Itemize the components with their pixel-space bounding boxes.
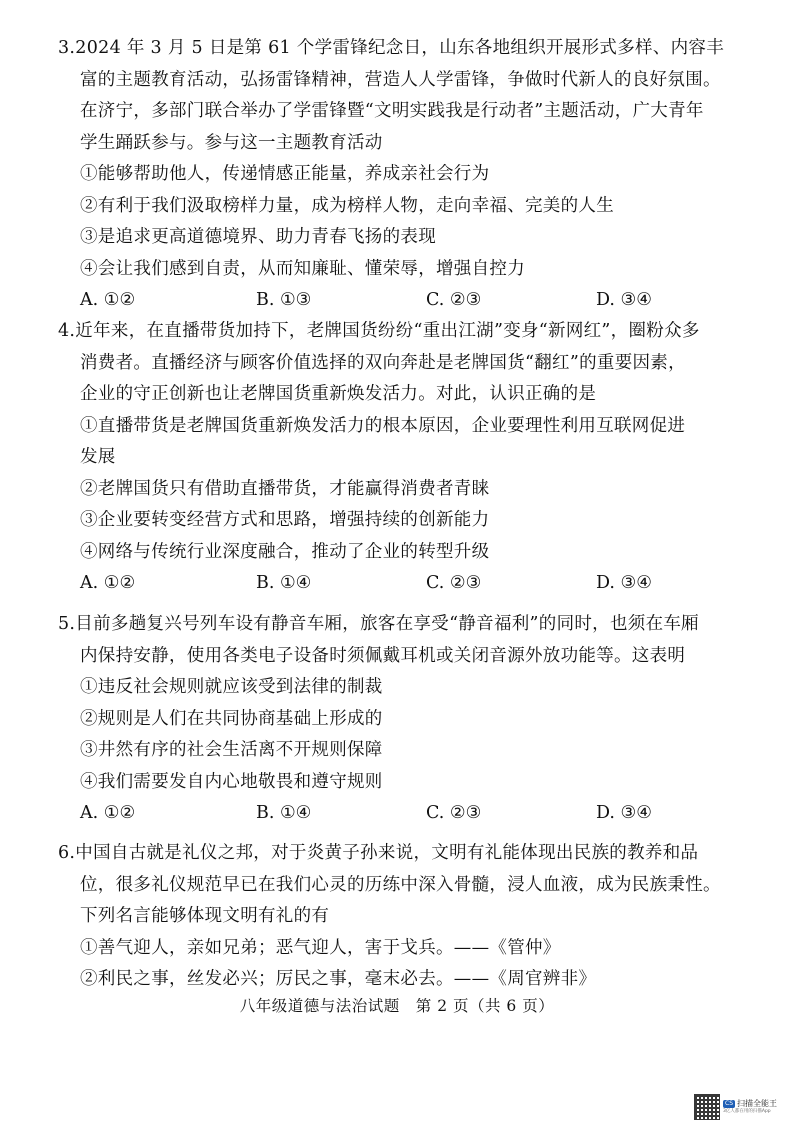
question-stem-line: 4.近年来，在直播带货加持下，老牌国货纷纷“重出江湖”变身“新网红”，圈粉众多 bbox=[58, 321, 700, 341]
question-stem-line: 学生踊跃参与。参与这一主题教育活动 bbox=[80, 132, 383, 153]
scanner-app-name: 扫描全能王 bbox=[737, 1098, 777, 1108]
statement-option: ③是追求更高道德境界、助力青春飞扬的表现 bbox=[80, 227, 436, 247]
choice-b: B. ①③ bbox=[256, 290, 312, 310]
scanner-badge bbox=[723, 1100, 777, 1115]
question-stem-line: 下列名言能够体现文明有礼的有 bbox=[80, 906, 330, 926]
answer-choices bbox=[58, 285, 738, 317]
question-stem-line: 3.2024 年 3 月 5 日是第 61 个学雷锋纪念日，山东各地组织开展形式多样、内容丰 bbox=[58, 38, 725, 58]
answer-choices bbox=[58, 568, 738, 600]
question-stem-line: 位，很多礼仪规范早已在我们心灵的历练中深入骨髓，浸人血液，成为民族秉性。 bbox=[80, 874, 721, 895]
choice-a: A. ①② bbox=[80, 803, 136, 823]
statement-option: ④我们需要发自内心地敬畏和遵守规则 bbox=[80, 771, 383, 792]
statement-option: ④会让我们感到自责，从而知廉耻、懂荣辱，增强自控力 bbox=[80, 258, 525, 279]
question-6 bbox=[58, 838, 738, 996]
statement-option: ①直播带货是老牌国货重新焕发活力的根本原因，企业要理性利用互联网促进 bbox=[80, 415, 686, 436]
statement-option: ②利民之事，丝发必兴；厉民之事，毫末必去。——《周官辨非》 bbox=[80, 969, 597, 989]
choice-a: A. ①② bbox=[80, 573, 136, 593]
choice-d: D. ③④ bbox=[596, 290, 652, 310]
statement-option: ②有利于我们汲取榜样力量，成为榜样人物，走向幸福、完美的人生 bbox=[80, 195, 614, 216]
question-5 bbox=[58, 609, 738, 830]
statement-option: ②规则是人们在共同协商基础上形成的 bbox=[80, 708, 383, 729]
statement-option: ③企业要转变经营方式和思路，增强持续的创新能力 bbox=[80, 510, 490, 530]
choice-d: D. ③④ bbox=[596, 803, 652, 823]
page-footer: 八年级道德与法治试题 第 2 页（共 6 页） bbox=[239, 997, 555, 1015]
statement-option: ④网络与传统行业深度融合，推动了企业的转型升级 bbox=[80, 541, 490, 562]
statement-option-continued: 发展 bbox=[80, 447, 116, 467]
question-stem-line: 内保持安静，使用各类电子设备时须佩戴耳机或关闭音源外放功能等。这表明 bbox=[80, 645, 686, 666]
statement-option: ①善气迎人，亲如兄弟；恶气迎人，害于戈兵。——《管仲》 bbox=[80, 937, 561, 958]
question-stem-line: 消费者。直播经济与顾客价值选择的双向奔赴是老牌国货“翻红”的重要因素， bbox=[80, 352, 686, 373]
choice-c: C. ②③ bbox=[426, 573, 482, 593]
choice-b: B. ①④ bbox=[256, 573, 312, 593]
scanner-logo-icon: CS bbox=[725, 1099, 733, 1107]
choice-c: C. ②③ bbox=[426, 803, 482, 823]
statement-option: ③井然有序的社会生活离不开规则保障 bbox=[80, 740, 383, 760]
question-4 bbox=[58, 316, 738, 600]
question-stem-line: 5.目前多趟复兴号列车设有静音车厢，旅客在享受“静音福利”的同时，也须在车厢 bbox=[58, 614, 699, 634]
statement-option: ①违反社会规则就应该受到法律的制裁 bbox=[80, 677, 383, 697]
choice-b: B. ①④ bbox=[256, 803, 312, 823]
question-3 bbox=[58, 33, 738, 317]
choice-d: D. ③④ bbox=[596, 573, 652, 593]
statement-option: ②老牌国货只有借助直播带货，才能赢得消费者青睐 bbox=[80, 478, 490, 499]
question-stem-line: 6.中国自古就是礼仪之邦，对于炎黄子孙来说，文明有礼能体现出民族的教养和品 bbox=[58, 843, 699, 863]
question-stem-line: 企业的守正创新也让老牌国货重新焕发活力。对此，认识正确的是 bbox=[80, 384, 597, 404]
qr-code-icon bbox=[694, 1094, 720, 1120]
answer-choices bbox=[58, 798, 738, 830]
question-stem-line: 在济宁，多部门联合举办了学雷锋暨“文明实践我是行动者”主题活动，广大青年 bbox=[80, 101, 704, 121]
statement-option: ①能够帮助他人，传递情感正能量，养成亲社会行为 bbox=[80, 164, 490, 184]
choice-a: A. ①② bbox=[80, 290, 136, 310]
choice-c: C. ②③ bbox=[426, 290, 482, 310]
scanner-watermark bbox=[694, 1094, 786, 1120]
scanner-tagline: 3亿人都在用的扫描App bbox=[723, 1108, 771, 1114]
question-stem-line: 富的主题教育活动，弘扬雷锋精神，营造人人学雷锋，争做时代新人的良好氛围。 bbox=[80, 69, 721, 90]
